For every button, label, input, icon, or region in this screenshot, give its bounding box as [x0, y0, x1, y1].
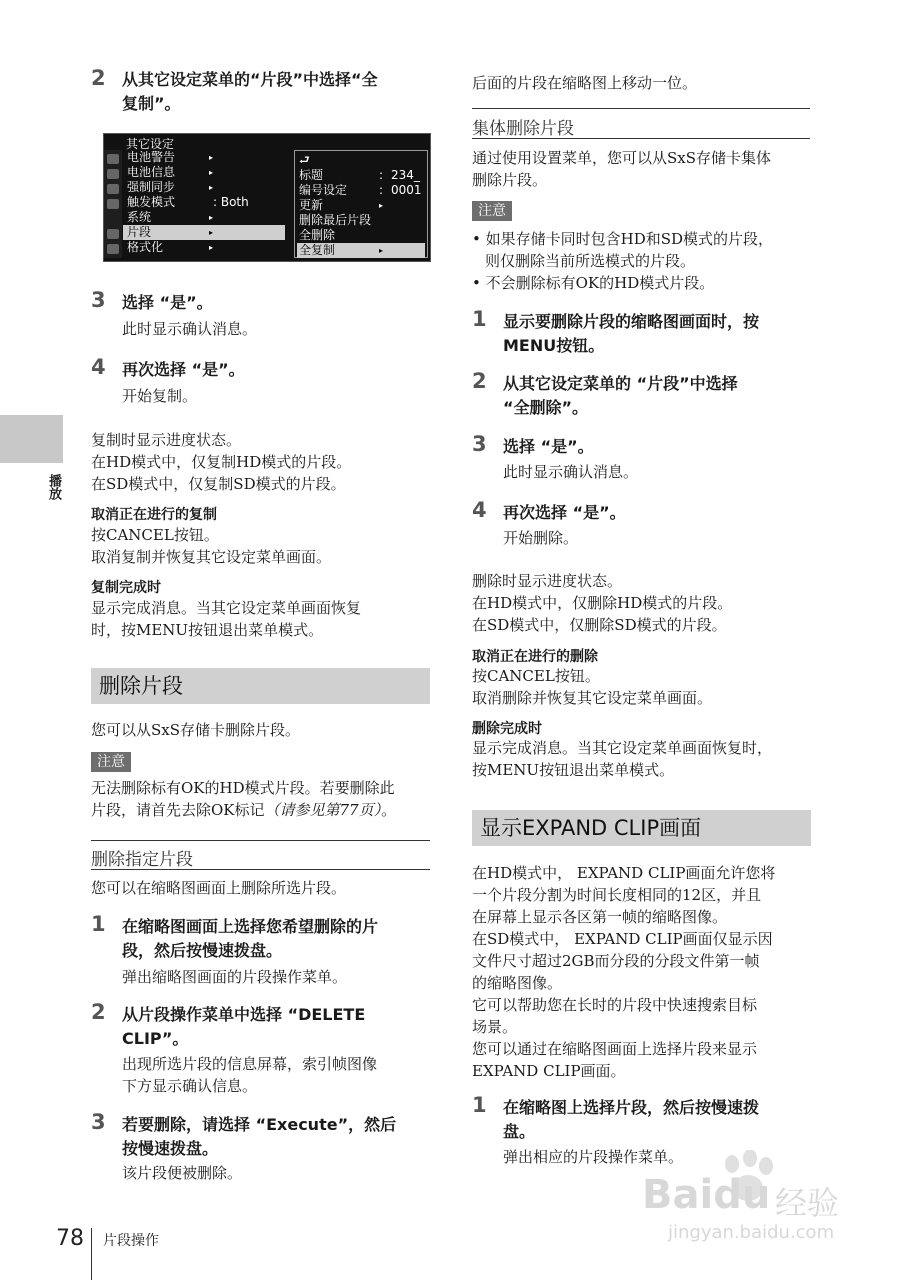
chapter-tab-label: 播放: [46, 474, 61, 500]
paragraph-line: 在屏幕上显示各区第一帧的缩略图像。: [472, 908, 728, 926]
step-number: 4: [472, 498, 487, 522]
submenu-item[interactable]: 更新 ▸: [299, 198, 384, 212]
watermark-url: jingyan.baidu.com: [668, 1222, 835, 1243]
subheading: 删除完成时: [472, 721, 542, 737]
paragraph-line: 在SD模式中，仅删除SD模式的片段。: [472, 616, 727, 634]
step-title: MENU按钮。: [503, 336, 605, 355]
subsection-heading: 删除指定片段: [91, 850, 193, 870]
step-desc: 该片段便被删除。: [122, 1164, 243, 1182]
step-title: CLIP”。: [122, 1029, 189, 1048]
paragraph-line: 您可以通过在缩略图画面上选择片段来显示: [472, 1040, 758, 1058]
bullet-item-cont: 则仅删除当前所选模式的片段。: [485, 252, 696, 270]
bullet-item: • 如果存储卡同时包含HD和SD模式的片段，: [472, 230, 774, 248]
step-title: 从片段操作菜单中选择 “DELETE: [122, 1005, 366, 1024]
camera-icon: [107, 154, 119, 164]
back-icon[interactable]: ⮐: [299, 153, 310, 167]
paragraph-line: 通过使用设置菜单，您可以从SxS存储卡集体: [472, 149, 772, 167]
subsection-heading: 集体删除片段: [472, 119, 574, 139]
page-number: 78: [56, 1226, 84, 1251]
step-desc: 出现所选片段的信息屏幕，索引帧图像: [122, 1055, 378, 1073]
paragraph-line: 在HD模式中，仅复制HD模式的片段。: [91, 453, 352, 471]
watermark-brand: Baidu: [642, 1172, 771, 1218]
heading-rule: [472, 108, 810, 109]
step-title: 再次选择 “是”。: [122, 360, 245, 379]
menu-icon-column: [104, 150, 122, 258]
menu-item-selected[interactable]: 片段 ▸: [123, 225, 285, 240]
heading-rule: [91, 840, 430, 841]
menu-item[interactable]: 触发模式 : Both: [127, 195, 249, 209]
subheading: 取消正在进行的复制: [91, 507, 217, 523]
menu-item[interactable]: 格式化 ▸: [127, 240, 214, 254]
paragraph-line: 文件尺寸超过2GB而分段的分段文件第一帧: [472, 952, 760, 970]
bullet-item: • 不会删除标有OK的HD模式片段。: [472, 274, 715, 292]
note-line: 片段，请首先去除OK标记（请参见第77页）。: [91, 801, 397, 819]
submenu-item-selected[interactable]: 全复制 ▸: [297, 243, 425, 258]
step-desc: 弹出缩略图画面的片段操作菜单。: [122, 968, 348, 986]
menu-item[interactable]: 系统 ▸: [127, 210, 214, 224]
menu-title: 其它设定: [126, 137, 175, 151]
step-number: 2: [91, 66, 106, 90]
section-title-bar: 删除片段: [91, 668, 430, 704]
note-badge: 注意: [91, 752, 131, 772]
step-title: 盘。: [503, 1122, 536, 1141]
step-title: 在缩略图上选择片段，然后按慢速拨: [503, 1098, 760, 1117]
paragraph-line: EXPAND CLIP画面。: [472, 1062, 626, 1080]
menu-item[interactable]: 强制同步 ▸: [127, 180, 214, 194]
paragraph-line: 一个片段分割为时间长度相同的12区，并且: [472, 886, 762, 904]
paragraph-line: 您可以从SxS存储卡删除片段。: [91, 721, 301, 739]
step-title: 按慢速拨盘。: [122, 1139, 219, 1158]
heading-rule: [91, 869, 430, 870]
paragraph-line: 它可以帮助您在长时的片段中快速搜索目标: [472, 996, 758, 1014]
watermark-cn: 经验: [775, 1184, 840, 1222]
note-badge: 注意: [472, 201, 512, 221]
paragraph-line: 在HD模式中， EXPAND CLIP画面允许您将: [472, 864, 776, 882]
subheading: 复制完成时: [91, 580, 161, 596]
submenu-item[interactable]: 编号设定 : 0001: [299, 183, 422, 197]
step-desc: 此时显示确认消息。: [122, 320, 258, 338]
step-title: 从其它设定菜单的 “片段”中选择: [503, 374, 738, 393]
paragraph-line: 按CANCEL按钮。: [91, 526, 219, 544]
paragraph-line: 复制时显示进度状态。: [91, 431, 242, 449]
step-number: 3: [91, 288, 106, 312]
step-title: 段，然后按慢速拨盘。: [122, 941, 283, 960]
settings-menu-screenshot: [103, 133, 431, 262]
menu-item[interactable]: 电池警告 ▸: [127, 150, 214, 164]
footer-divider: [91, 1228, 92, 1280]
step-number: 1: [472, 1093, 487, 1117]
paragraph-line: 取消删除并恢复其它设定菜单画面。: [472, 689, 713, 707]
step-number: 4: [91, 355, 106, 379]
paragraph-line: 在SD模式中，仅复制SD模式的片段。: [91, 475, 346, 493]
submenu-item[interactable]: 全删除: [299, 228, 336, 242]
submenu-item[interactable]: 标题 : 234_: [299, 168, 420, 182]
step-number: 3: [472, 432, 487, 456]
lcd-icon: [107, 199, 119, 209]
paragraph-line: 按CANCEL按钮。: [472, 667, 600, 685]
paragraph-line: 后面的片段在缩略图上移动一位。: [472, 74, 698, 92]
submenu-panel: [294, 150, 428, 258]
step-desc: 开始删除。: [503, 529, 579, 547]
step-number: 1: [91, 912, 106, 936]
step-title: 选择 “是”。: [503, 437, 594, 456]
step-title: 若要删除，请选择 “Execute”，然后: [122, 1115, 397, 1134]
step-desc: 开始复制。: [122, 387, 198, 405]
paragraph-line: 您可以在缩略图画面上删除所选片段。: [91, 879, 347, 897]
step-title: 在缩略图画面上选择您希望删除的片: [122, 917, 379, 936]
paragraph-line: 删除片段。: [472, 171, 548, 189]
step-number: 2: [472, 369, 487, 393]
step-desc: 下方显示确认信息。: [122, 1077, 258, 1095]
subheading: 取消正在进行的删除: [472, 649, 598, 665]
step-title: “全删除”。: [503, 398, 589, 417]
section-title-bar: 显示EXPAND CLIP画面: [472, 810, 811, 846]
step-title: 显示要删除片段的缩略图画面时，按: [503, 312, 760, 331]
chapter-tab: [0, 415, 63, 463]
step-title: 选择 “是”。: [122, 293, 213, 312]
paragraph-line: 取消复制并恢复其它设定菜单画面。: [91, 548, 332, 566]
paragraph-line: 显示完成消息。当其它设定菜单画面恢复: [91, 599, 362, 617]
footer-section-title: 片段操作: [103, 1233, 159, 1249]
step-title: 再次选择 “是”。: [503, 503, 626, 522]
step-number: 2: [91, 1000, 106, 1024]
paragraph-line: 的缩略图像。: [472, 974, 563, 992]
heading-rule: [472, 138, 810, 139]
submenu-item[interactable]: 删除最后片段: [299, 213, 372, 227]
paragraph-line: 在HD模式中，仅删除HD模式的片段。: [472, 594, 733, 612]
step-title: 从其它设定菜单的“片段”中选择“全: [122, 70, 378, 89]
video-icon: [107, 184, 119, 194]
paragraph-line: 显示完成消息。当其它设定菜单画面恢复时，: [472, 739, 773, 757]
audio-icon: [107, 169, 119, 179]
step-desc: 此时显示确认消息。: [503, 463, 639, 481]
paragraph-line: 在SD模式中， EXPAND CLIP画面仅显示因: [472, 930, 773, 948]
step-number: 3: [91, 1110, 106, 1134]
paragraph-line: 场景。: [472, 1018, 518, 1036]
paragraph-line: 按MENU按钮退出菜单模式。: [472, 761, 675, 779]
other-settings-icon: [107, 244, 119, 254]
paragraph-line: 删除时显示进度状态。: [472, 572, 623, 590]
tc-icon: [107, 229, 119, 239]
paragraph-line: 时，按MENU按钮退出菜单模式。: [91, 621, 324, 639]
note-line: 无法删除标有OK的HD模式片段。若要删除此: [91, 779, 395, 797]
step-number: 1: [472, 307, 487, 331]
page-reference-link[interactable]: （请参见第77页）: [264, 801, 382, 819]
step-title: 复制”。: [122, 94, 181, 113]
step-desc: 弹出相应的片段操作菜单。: [503, 1148, 684, 1166]
menu-item[interactable]: 电池信息 ▸: [127, 165, 214, 179]
